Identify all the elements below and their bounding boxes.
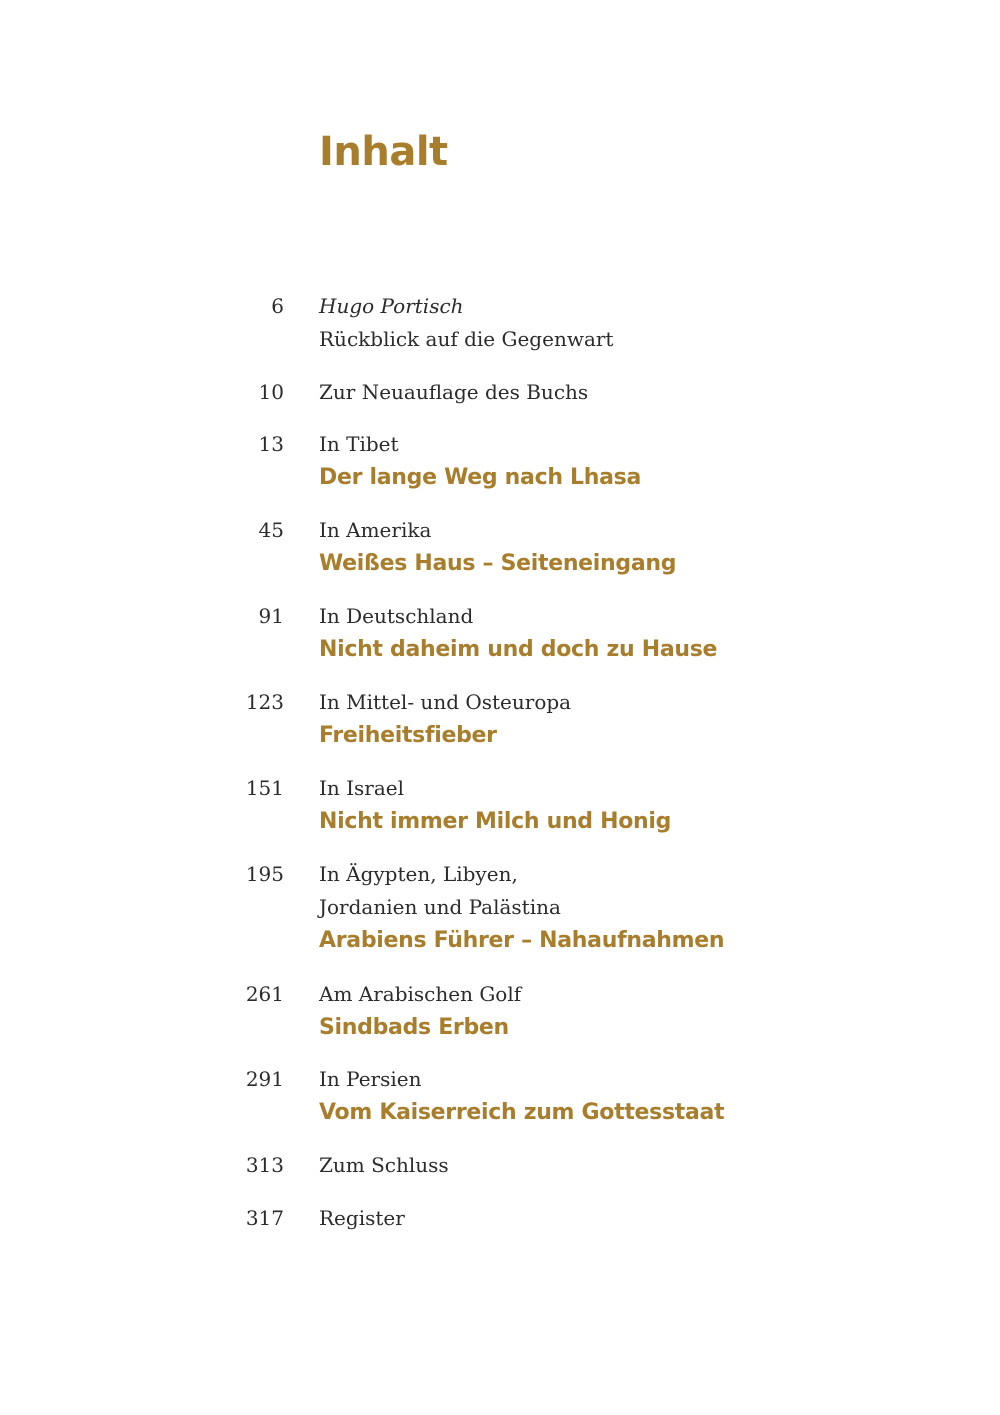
- toc-chapter-heading: Der lange Weg nach Lhasa: [319, 465, 642, 490]
- toc-chapter-heading: Freiheitsfieber: [319, 723, 497, 748]
- toc-author: Hugo Portisch: [319, 294, 464, 318]
- toc-location: In Persien: [319, 1067, 422, 1091]
- toc-page-number: 195: [245, 862, 284, 886]
- toc-location: Am Arabischen Golf: [319, 982, 522, 1006]
- toc-page-number: 123: [245, 690, 284, 714]
- toc-location-continued: Jordanien und Palästina: [319, 895, 561, 919]
- toc-page-number: 291: [245, 1067, 284, 1091]
- toc-chapter-heading: Arabiens Führer – Nahaufnahmen: [319, 928, 725, 953]
- toc-page-number: 91: [258, 604, 284, 628]
- toc-page-number: 6: [271, 294, 284, 318]
- toc-location: In Mittel- und Osteuropa: [319, 690, 572, 714]
- toc-page-number: 261: [245, 982, 284, 1006]
- toc-location: In Deutschland: [319, 604, 474, 628]
- toc-page-number: 45: [258, 518, 284, 542]
- toc-location: In Tibet: [319, 432, 399, 456]
- toc-chapter-heading: Nicht daheim und doch zu Hause: [319, 637, 718, 662]
- toc-page-number: 151: [245, 776, 284, 800]
- toc-chapter-heading: Sindbads Erben: [319, 1015, 509, 1040]
- toc-page-number: 317: [245, 1206, 284, 1230]
- toc-entry-title: Zum Schluss: [319, 1153, 449, 1177]
- toc-location: In Amerika: [319, 518, 432, 542]
- toc-chapter-heading: Weißes Haus – Seiteneingang: [319, 551, 677, 576]
- toc-page-number: 13: [258, 432, 284, 456]
- page-title: Inhalt: [319, 129, 448, 175]
- toc-chapter-heading: Vom Kaiserreich zum Gottesstaat: [319, 1100, 725, 1125]
- toc-entry-title: Register: [319, 1206, 405, 1230]
- toc-page-number: 10: [258, 380, 284, 404]
- toc-entry-title: Rückblick auf die Gegenwart: [319, 327, 614, 351]
- toc-location: In Ägypten, Libyen,: [319, 862, 518, 886]
- toc-location: In Israel: [319, 776, 405, 800]
- toc-page-number: 313: [245, 1153, 284, 1177]
- toc-entry-title: Zur Neuauflage des Buchs: [319, 380, 589, 404]
- toc-chapter-heading: Nicht immer Milch und Honig: [319, 809, 672, 834]
